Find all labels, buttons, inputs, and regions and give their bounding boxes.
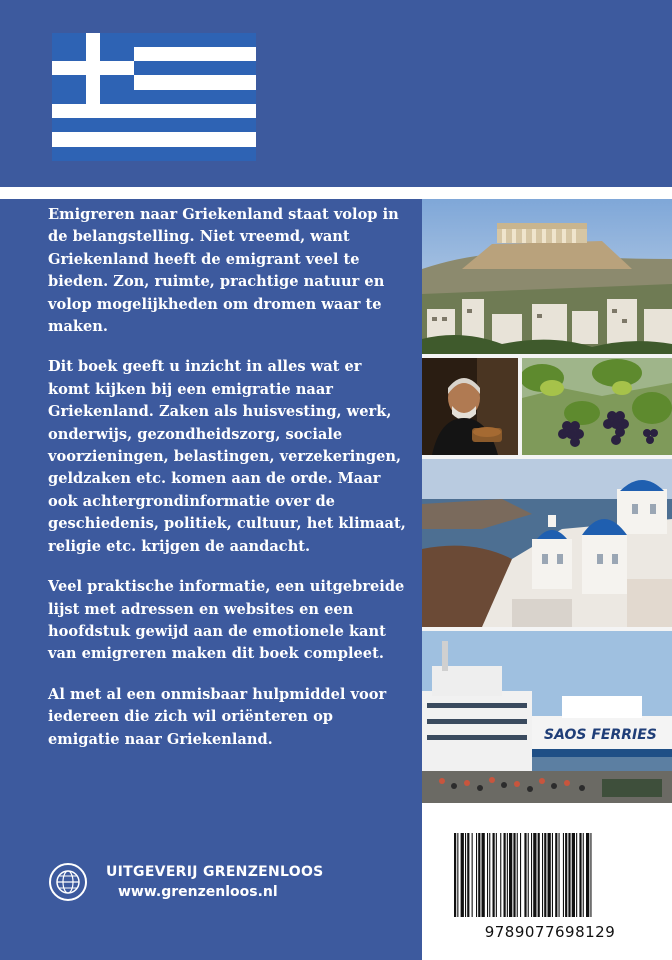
- publisher-url[interactable]: www.grenzenloos.nl: [118, 884, 278, 900]
- isbn-number: 9789077698129: [484, 923, 616, 941]
- white-divider: [0, 187, 672, 199]
- ferry-photo: [422, 631, 672, 803]
- blurb-paragraph-1: Emigreren naar Griekenland staat volop in de belangstelling. Niet vreemd, want Griekenland heeft de emigrant veel te bieden. Zon, ruimte, prachtige natuur en volop mogelijkheden om dromen waar te maken.: [48, 206, 399, 336]
- blurb-paragraph-2: Dit boek geeft u inzicht in alles wat er komt kijken bij een emigratie naar Griekenland. Zaken als huisvesting, werk, onderwijs, gezondheidszorg, sociale voorzieningen, belastingen, verzekeringen, geldzaken etc. komen aan de orde. Maar ook achtergrondinformatie over de geschiedenis, politiek, cultuur, het klimaat, religie etc. krijgen de aandacht.: [48, 358, 406, 555]
- portrait-photo: [422, 358, 518, 455]
- santorini-photo: [422, 459, 672, 627]
- acropolis-photo: [422, 199, 672, 354]
- greek-flag: [52, 33, 256, 161]
- publisher-name: UITGEVERIJ GRENZENLOOS: [106, 864, 324, 880]
- barcode-box: [422, 803, 672, 960]
- ferry-sign-text: SAOS FERRIES: [544, 727, 657, 743]
- back-cover-blurb: [48, 204, 408, 769]
- grapes-photo: [522, 358, 672, 455]
- photo-collage: [422, 199, 672, 803]
- globe-icon: [48, 862, 88, 902]
- publisher-block: [48, 862, 378, 912]
- blurb-paragraph-3: Veel praktische informatie, een uitgebreide lijst met adressen en websites en een hoofdstuk gewijd aan de emotionele kant van emigreren maken dit boek compleet.: [48, 578, 405, 663]
- barcode: [452, 833, 648, 917]
- blurb-paragraph-4: Al met al een onmisbaar hulpmiddel voor iedereen die zich wil oriënteren op emigatie naar Griekenland.: [48, 685, 387, 748]
